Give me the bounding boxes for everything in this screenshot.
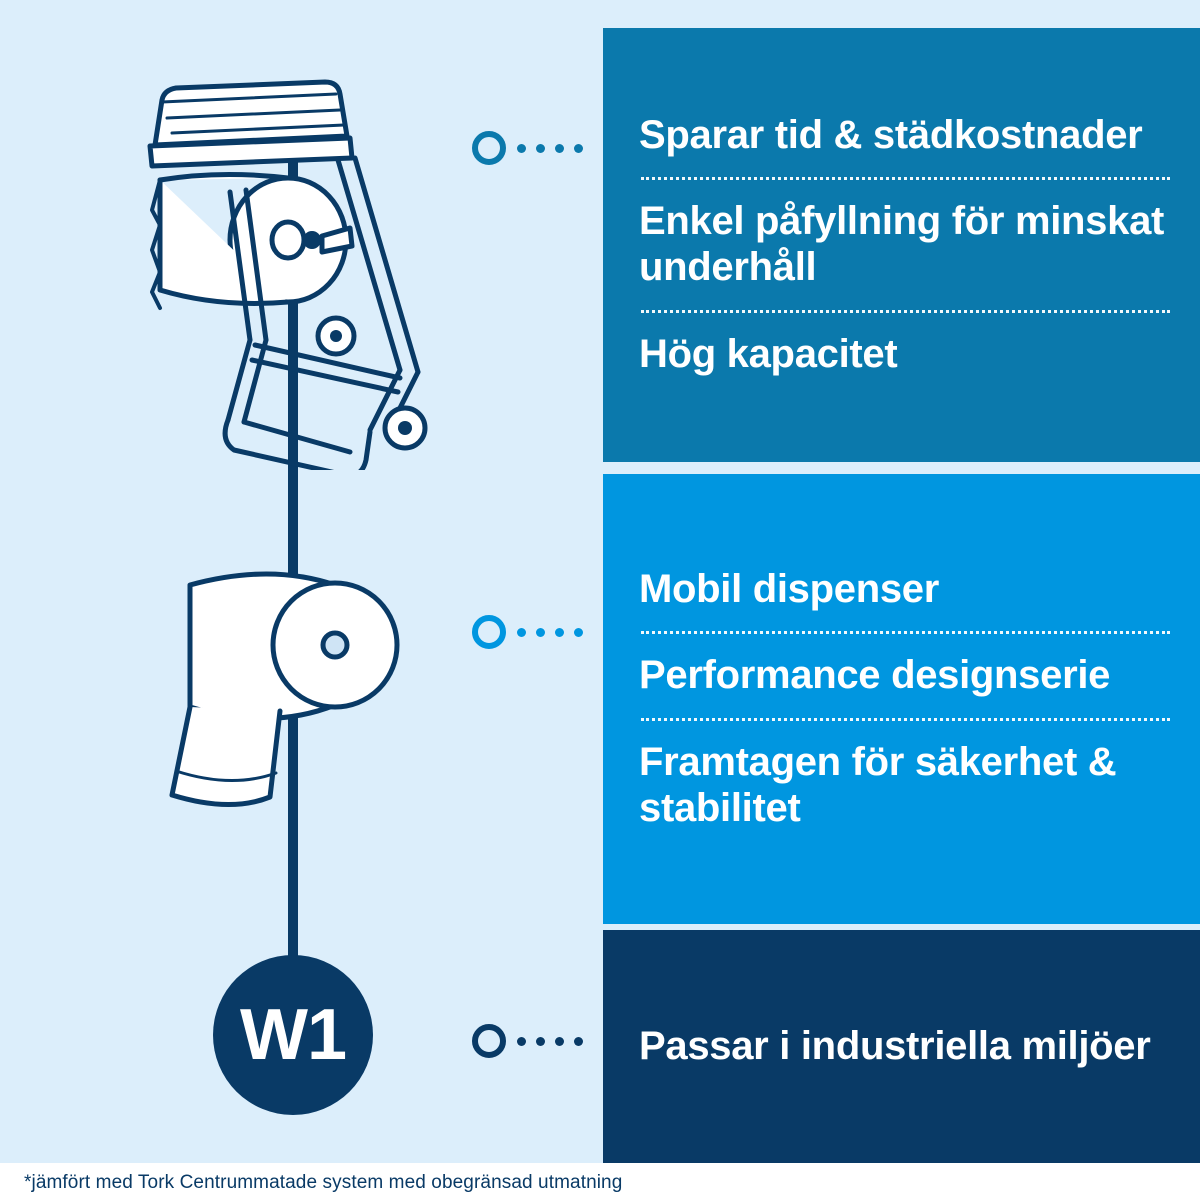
panel-divider: [641, 718, 1170, 721]
panel-benefits-tertiary: [603, 930, 1200, 1163]
paper-roll-illustration: [130, 545, 420, 815]
panel-divider: [641, 177, 1170, 180]
w1-badge: W1: [213, 955, 373, 1115]
panel-benefits-primary: [603, 28, 1200, 462]
benefit-item: Hög kapacitet: [639, 331, 898, 376]
panel-divider: [641, 631, 1170, 634]
benefit-item: Mobil dispenser: [639, 566, 939, 611]
connector-benefits-secondary: [472, 615, 583, 649]
benefit-item: Performance designserie: [639, 653, 1111, 698]
benefit-item: Passar i industriella miljöer: [639, 1023, 1151, 1068]
connector-dots-icon: [517, 628, 583, 637]
panel-benefits-secondary: [603, 474, 1200, 924]
connector-ring-icon: [472, 131, 506, 165]
connector-benefits-tertiary: [472, 1024, 583, 1058]
connector-dots-icon: [517, 1037, 583, 1046]
connector-benefits-primary: [472, 131, 583, 165]
connector-ring-icon: [472, 1024, 506, 1058]
connector-ring-icon: [472, 615, 506, 649]
connector-dots-icon: [517, 144, 583, 153]
dispenser-illustration: [100, 40, 440, 470]
benefit-item: Framtagen för säkerhet & stabilitet: [639, 740, 1117, 830]
footnote: *jämfört med Tork Centrummatade system med obegränsad utmatning: [24, 1172, 623, 1193]
benefit-item: Enkel påfyllning för minskat underhåll: [639, 199, 1165, 289]
panel-divider: [641, 310, 1170, 313]
benefit-item: Sparar tid & städkostnader: [639, 112, 1143, 157]
